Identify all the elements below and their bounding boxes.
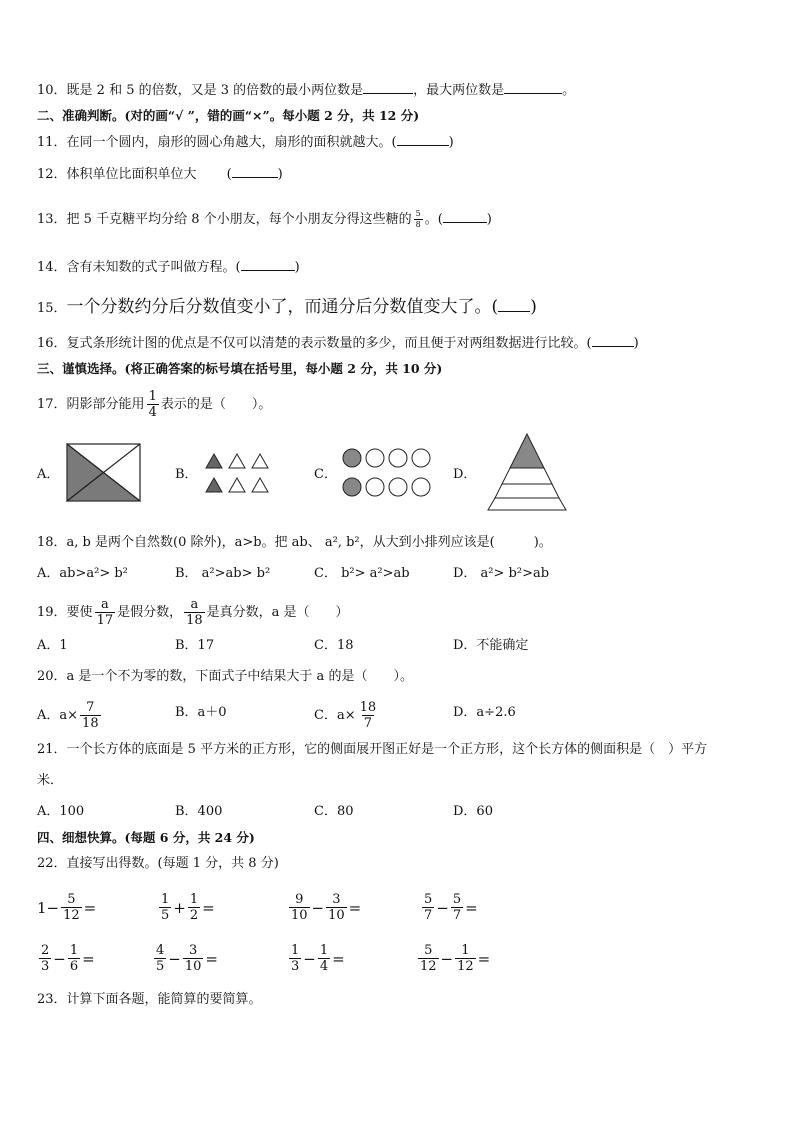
- question-12: [37, 165, 283, 185]
- q-number: 17．: [37, 397, 67, 412]
- pyramid-figure: [480, 432, 574, 512]
- question-19: [37, 598, 349, 627]
- q-text: 。(: [424, 212, 443, 227]
- question-15: [37, 297, 537, 319]
- q-number: 16．: [37, 336, 67, 351]
- q-text: 阴影部分能用: [66, 397, 145, 412]
- calc-item: $\frac{1}{3}$ − $\frac{1}{4}$ =: [291, 943, 345, 974]
- question-13: [37, 210, 492, 230]
- calc-item: $\frac{4}{5}$ − $\frac{3}{10}$ =: [156, 943, 218, 974]
- q21-option-a[interactable]: A．100: [37, 804, 85, 819]
- answer-blank[interactable]: [232, 165, 278, 178]
- answer-blank[interactable]: [397, 133, 449, 146]
- question-16: [37, 334, 639, 354]
- q-text: 把 5 千克糖平均分给 8 个小朋友，每个小朋友分得这些糖的: [66, 212, 412, 227]
- question-10: [37, 81, 575, 101]
- q-text: 计算下面各题，能简算的要简算。: [66, 992, 262, 1007]
- q20-option-c[interactable]: C．a× $\frac{18}{7}$: [314, 700, 377, 731]
- q19-option-b[interactable]: B．17: [175, 638, 215, 653]
- q-text: 是真分数，a 是（ ）: [206, 605, 349, 620]
- q-number: 15．: [37, 301, 67, 316]
- q-text: ): [530, 297, 537, 317]
- shaded-rectangle-figure: [66, 443, 142, 503]
- q-text: 是假分数，: [117, 605, 183, 620]
- q19-option-d[interactable]: D．不能确定: [453, 638, 529, 653]
- fraction: $\frac{1}{4}$: [148, 389, 157, 420]
- section-3-heading: 三、谨慎选择。(将正确答案的标号填在括号里，每小题 2 分，共 10 分): [37, 361, 443, 376]
- triangles-figure: [203, 452, 273, 494]
- q-text: 在同一个圆内，扇形的圆心角越大，扇形的面积就越大。(: [66, 135, 397, 150]
- fraction: $\frac{5}{8}$: [415, 209, 421, 229]
- q18-option-c[interactable]: C． b²> a²>ab: [314, 566, 410, 581]
- answer-blank[interactable]: [592, 334, 634, 347]
- q20-option-a[interactable]: A．a× $\frac{7}{18}$: [37, 700, 99, 731]
- q-number: 13．: [37, 212, 67, 227]
- answer-blank[interactable]: [443, 210, 487, 223]
- q21-option-d[interactable]: D．60: [453, 804, 493, 819]
- q-number: 10．: [37, 83, 67, 98]
- question-20: [37, 667, 413, 687]
- q20-option-d[interactable]: D．a÷2.6: [453, 705, 516, 720]
- q-number: 18．: [37, 535, 67, 550]
- q-text: 既是 2 和 5 的倍数，又是 3 的倍数的最小两位数是: [66, 83, 364, 98]
- q18-option-b[interactable]: B． a²>ab> b²: [175, 566, 271, 581]
- q-text: a, b 是两个自然数(0 除外)，a>b。把 ab、 a², b²，从大到小排列应该是( )。: [66, 535, 552, 550]
- calc-item: $\frac{2}{3}$ − $\frac{1}{6}$ =: [41, 943, 95, 974]
- q-number: 21．: [37, 742, 67, 757]
- fraction: $\frac{a}{18}$: [186, 597, 203, 628]
- section-2-heading: 二、准确判断。(对的画“√ ”，错的画“×”。每小题 2 分，共 12 分): [37, 108, 420, 123]
- q21-option-c[interactable]: C．80: [314, 804, 354, 819]
- q19-option-a[interactable]: A．1: [37, 638, 68, 653]
- q19-option-c[interactable]: C．18: [314, 638, 354, 653]
- q-text: 体积单位比面积单位大: [66, 167, 197, 182]
- q-number: 22．: [37, 856, 67, 871]
- q-text: (: [226, 167, 232, 182]
- q-text: 含有未知数的式子叫做方程。(: [66, 260, 241, 275]
- q-number: 23．: [37, 992, 67, 1007]
- q18-option-d[interactable]: D． a²> b²>ab: [453, 566, 550, 581]
- answer-blank[interactable]: [504, 81, 562, 94]
- question-14: [37, 258, 300, 278]
- calc-item: 1− $\frac{5}{12}$ =: [37, 892, 97, 923]
- answer-blank[interactable]: [363, 81, 413, 94]
- calc-item: $\frac{1}{5}$ + $\frac{1}{2}$ =: [161, 892, 215, 923]
- answer-blank[interactable]: [498, 297, 530, 312]
- q-text: 要使: [66, 605, 93, 620]
- q-text: 表示的是（ ）。: [160, 397, 272, 412]
- q-number: 11．: [37, 135, 67, 150]
- q-text: ): [277, 167, 283, 182]
- answer-blank[interactable]: [241, 258, 295, 271]
- q-text: ): [633, 336, 639, 351]
- question-11: [37, 133, 454, 153]
- q18-option-a[interactable]: A．ab>a²> b²: [37, 566, 128, 581]
- question-21: [37, 740, 707, 760]
- calc-item: $\frac{5}{12}$ − $\frac{1}{12}$ =: [420, 943, 491, 974]
- question-18: [37, 533, 552, 553]
- q-text: 直接写出得数。(每题 1 分，共 8 分): [66, 856, 279, 871]
- q-number: 20．: [37, 669, 67, 684]
- q-text: ): [486, 212, 492, 227]
- q-number: 12．: [37, 167, 67, 182]
- q-text: 复式条形统计图的优点是不仅可以清楚的表示数量的多少，而且便于对两组数据进行比较。(: [66, 336, 592, 351]
- question-21-cont: 米．: [37, 773, 64, 788]
- fraction: $\frac{a}{17}$: [96, 597, 114, 628]
- question-22: [37, 854, 279, 874]
- q-text: 一个长方体的底面是 5 平方米的正方形，它的侧面展开图正好是一个正方形，这个长方体的侧面积是（ ）平方: [66, 742, 708, 757]
- fraction: $\frac{18}{7}$: [359, 700, 377, 731]
- calc-item: $\frac{9}{10}$ − $\frac{3}{10}$ =: [291, 892, 362, 923]
- q17-option-b-label[interactable]: B．: [175, 467, 198, 482]
- q17-option-d-label[interactable]: D．: [453, 467, 477, 482]
- q-text: 。: [562, 83, 576, 98]
- question-17: [37, 390, 271, 419]
- q-text: ): [448, 135, 454, 150]
- q17-option-c-label[interactable]: C．: [314, 467, 337, 482]
- circles-figure: [340, 446, 438, 500]
- q-text: 一个分数约分后分数值变小了，而通分后分数值变大了。(: [66, 297, 499, 317]
- q-number: 19．: [37, 605, 67, 620]
- fraction: $\frac{7}{18}$: [82, 700, 99, 731]
- calc-item: $\frac{5}{7}$ − $\frac{5}{7}$ =: [424, 892, 478, 923]
- question-23: [37, 990, 262, 1010]
- q17-option-a-label[interactable]: A．: [37, 467, 60, 482]
- q-text: a 是一个不为零的数，下面式子中结果大于 a 的是（ ）。: [66, 669, 413, 684]
- section-4-heading: 四、细想快算。(每题 6 分，共 24 分): [37, 830, 255, 845]
- q-number: 14．: [37, 260, 67, 275]
- q-text: ): [294, 260, 300, 275]
- q20-option-b[interactable]: B．a＋0: [175, 705, 227, 720]
- q21-option-b[interactable]: B．400: [175, 804, 223, 819]
- q-text: ，最大两位数是: [413, 83, 505, 98]
